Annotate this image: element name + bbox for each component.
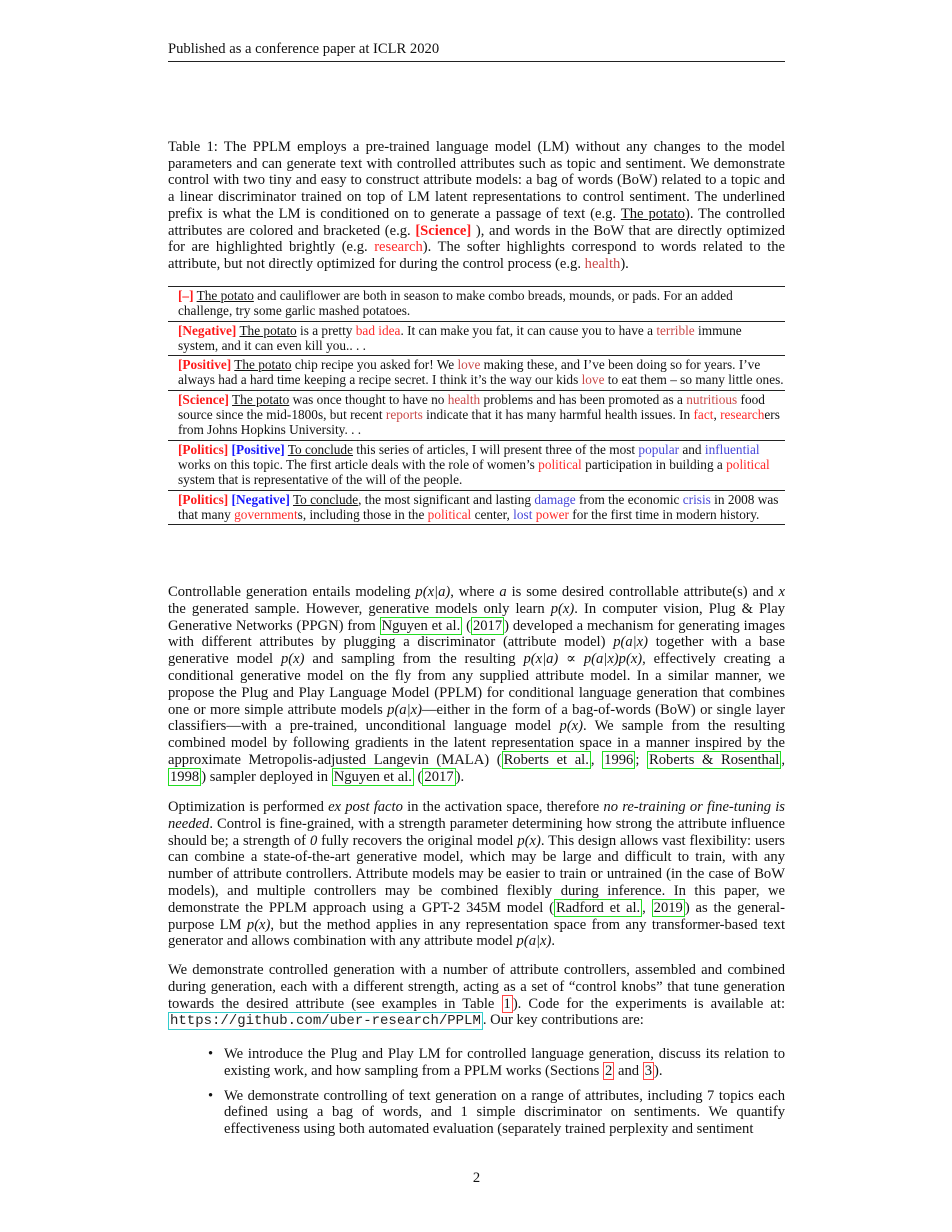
math: p(x|a) ∝ p(a|x)p(x): [523, 651, 643, 668]
text: We demonstrate controlling of text generation on a range of attributes, including 7 topics each defined using a bag of words, and 1 simple discriminator on sentiments. We quantify effectiveness using both automated evaluation (separately trained perplexity and sentiment: [224, 1087, 785, 1138]
paragraph-1: [168, 584, 785, 786]
row-text: center,: [471, 506, 514, 522]
attribute-tag: [Politics]: [178, 491, 229, 507]
row-text: making these, and I’ve been doing so for years. I’ve always had a hard time keeping a recipe secret. I think it’s the way our kids: [178, 357, 761, 388]
text: and: [614, 1062, 643, 1079]
row-text: s: [297, 506, 303, 522]
text: ,: [590, 751, 603, 768]
attribute-tag: [–]: [178, 288, 194, 303]
text: —either in the form of a bag-of-words (BoW) or single layer classifiers—with a pre-trained, unconditional language model: [168, 701, 785, 735]
row-text: was once thought to have no: [289, 391, 448, 407]
text: . This design allows vast flexibility: users can combine a state-of-the-art generative model, which may be large and difficult to train, with any number of attribute controllers. Attribute models may be easier to train or untrained (in the case of BoW models), and multiple controllers may be combined flexibly during inference. In this paper, we demonstrate the PPLM approach using a GPT-2 345M model (: [168, 832, 785, 916]
bow-word: bad idea: [355, 322, 401, 338]
row-text: for the first time in modern history.: [568, 506, 760, 522]
text: We demonstrate controlled generation with a number of attribute controllers, assembled and combined during generation, each with a different strength, acting as a set of “control knobs” that tune generation towards the desired attribute (see examples in Table: [168, 962, 785, 1012]
citation-link[interactable]: 2017: [424, 768, 454, 785]
caption-text: ). The controlled attributes are colored and bracketed (e.g.: [168, 205, 785, 239]
row-text: and cauliflower are both in season to make combo breads, mounds, or pads. For an added challenge, try some garlic mashed potatoes.: [178, 288, 733, 319]
citation-link[interactable]: Nguyen et al.: [333, 768, 412, 785]
related-word: terrible: [656, 322, 695, 338]
text: . We sample from the resulting combined model by following gradients in the latent representation space in a manner inspired by the approximate Metropolis-adjusted Langevin (MALA) (: [168, 718, 785, 768]
related-word: reports: [385, 407, 423, 423]
citation-link[interactable]: 1998: [170, 768, 200, 785]
text: ) developed a mechanism for generating images with different attributes by plugging a discriminator (attribute model): [168, 617, 785, 651]
caption-text: ). The softer highlights correspond to words related to the attribute, but not directly optimized for during the control process (e.g.: [168, 239, 785, 272]
bow-word: political: [538, 456, 582, 472]
text: ) sampler deployed in: [201, 768, 332, 785]
row-text: and: [679, 441, 705, 457]
table-row: [168, 286, 785, 321]
row-text: ,: [713, 407, 721, 423]
row-text: system that is representative of the will of the people.: [178, 472, 463, 488]
text: ).: [455, 768, 465, 785]
caption-text: ), and words in the BoW that are directly optimized for are highlighted brightly (e.g.: [168, 222, 786, 256]
math: p(a|x): [613, 634, 648, 651]
related-word: health: [447, 391, 481, 407]
math: p(x): [517, 832, 541, 849]
related-word: damage: [534, 491, 576, 507]
math: x: [778, 584, 785, 600]
text: fully recovers the original model: [317, 832, 518, 849]
text: Controllable generation entails modeling: [168, 584, 416, 600]
text: . In computer vision, Plug & Play Generative Networks (PPGN) from: [168, 600, 785, 634]
bow-word: government: [234, 506, 298, 522]
attribute-tag: [Politics]: [178, 441, 229, 457]
list-item: [208, 1088, 785, 1138]
attribute-tag: [Negative]: [178, 322, 237, 338]
text: . Control is fine-grained, with a strength parameter determining how strong the attribute influence should be; a strength of: [168, 815, 785, 849]
row-text: from the economic: [575, 491, 683, 507]
bow-word: research: [720, 407, 765, 423]
text: ,: [781, 751, 785, 768]
caption-example-prefix: The potato: [620, 205, 685, 222]
text: , effectively creating a conditional generative model on the fly from any supplied attribute model. In a similar manner, we propose the Plug and Play Language Model (PPLM) for conditional language generation that combines one or more simple attribute models: [168, 651, 785, 718]
related-word: nutritious: [686, 391, 738, 407]
text: .: [551, 933, 556, 950]
paragraph-2: [168, 799, 785, 950]
running-header: Published as a conference paper at ICLR 2020: [168, 41, 785, 62]
math: p(x): [246, 916, 271, 933]
related-word: crisis: [682, 491, 711, 507]
section-ref-link[interactable]: 2: [605, 1062, 613, 1079]
text: (: [462, 617, 471, 634]
emphasis: no re-training or fine-tuning is needed: [168, 799, 785, 832]
bow-word: political: [427, 506, 472, 522]
math: p(x): [550, 600, 575, 617]
text: together with a base generative model: [168, 634, 785, 668]
bullet-icon: •: [208, 1046, 214, 1062]
caption-example-bright: research: [374, 239, 423, 256]
bullet-icon: •: [208, 1087, 214, 1104]
table-row: [168, 440, 785, 490]
examples-table: [168, 286, 785, 525]
bow-word: fact: [693, 407, 714, 423]
attribute-tag: [Science]: [178, 391, 229, 407]
math: p(x): [559, 718, 584, 735]
caption-text: ).: [620, 255, 629, 272]
related-word: lost: [513, 506, 533, 522]
row-text: works on this topic. The first article deals with the role of women’s: [178, 456, 539, 472]
row-text: problems and has been promoted as a: [480, 391, 687, 407]
code-url-link[interactable]: https://github.com/uber-research/PPLM: [170, 1013, 481, 1030]
text: ) as the general-purpose LM: [168, 899, 785, 933]
citation-link[interactable]: Roberts et al.: [503, 751, 589, 768]
citation-link[interactable]: 2017: [472, 617, 503, 634]
text: ,: [642, 899, 652, 916]
caption-example-tag: [Science]: [415, 222, 472, 239]
text: . Our key contributions are:: [482, 1012, 644, 1029]
bow-word: power: [535, 506, 569, 522]
text: and sampling from the resulting: [304, 651, 524, 668]
list-item: [208, 1046, 785, 1080]
row-text: this series of articles, I will present three of the most: [352, 441, 639, 457]
row-text: , including those in the: [302, 506, 428, 522]
row-text: , the most significant and lasting: [358, 491, 535, 507]
related-word: popular: [638, 441, 680, 457]
text: Optimization is performed: [168, 799, 329, 815]
table-bottom-rule: [168, 524, 785, 525]
math: a: [499, 584, 507, 600]
table-row: [168, 355, 785, 390]
text: We introduce the Plug and Play LM for controlled language generation, discuss its relation to existing work, and how sampling from a PPLM works (Sections: [224, 1046, 785, 1079]
bow-word: political: [726, 456, 770, 472]
math: p(x|a): [415, 584, 451, 600]
row-text: chip recipe you asked for! We: [291, 357, 458, 373]
citation-link[interactable]: Radford et al.: [555, 899, 641, 916]
section-ref-link[interactable]: 3: [644, 1062, 652, 1079]
text: , where: [450, 584, 500, 600]
math: p(x): [280, 651, 305, 668]
row-text: participation in building a: [581, 456, 727, 472]
row-text: immune system, and it can even kill you.. . .: [178, 322, 742, 353]
prefix: The potato: [232, 391, 290, 407]
attribute-tag: [Positive]: [178, 357, 232, 373]
text: , but the method applies in any representation space from any transformer-based text generator and allows combination with any attribute model: [168, 916, 785, 950]
math: 0: [309, 832, 318, 849]
math: p(a|x): [516, 933, 552, 950]
caption-text: Table 1: The PPLM employs a pre-trained language model (LM) without any changes to the model parameters and can generate text with controlled attributes such as topic and sentiment. We demonstrate control with two tiny and easy to construct attribute models: a bag of words (BoW) related to a topic and a linear discriminator trained on top of LM latent representations to control sentiment. The underlined prefix is what the LM is conditioned on to generate a passage of text (e.g.: [168, 139, 785, 222]
row-text: . It can make you fat, it can cause you to have a: [400, 322, 657, 338]
row-text: food source since the mid-1800s, but recent: [178, 391, 765, 423]
paragraph-3: [168, 962, 785, 1030]
related-word: love: [581, 372, 605, 388]
table-caption: [168, 139, 785, 273]
row-text: to eat them – so many little ones.: [604, 372, 784, 388]
text: (: [413, 768, 423, 785]
prefix: The potato: [196, 288, 254, 303]
related-word: love: [457, 357, 481, 373]
attribute-tag: [Negative]: [231, 491, 290, 507]
text: is some desired controllable attribute(s) and: [506, 584, 779, 600]
table-row: [168, 390, 785, 440]
text: in the activation space, therefore: [402, 799, 604, 815]
row-text: in 2008 was that many: [178, 491, 779, 522]
prefix: To conclude: [287, 441, 353, 457]
contributions-list: [208, 1046, 785, 1146]
page-number: 2: [472, 1170, 481, 1186]
text: ). Code for the experiments is available at:: [512, 995, 785, 1012]
caption-example-soft: health: [584, 255, 621, 272]
text: ;: [635, 751, 648, 768]
attribute-tag: [Positive]: [231, 441, 285, 457]
related-word: influential: [704, 441, 760, 457]
emphasis: ex post facto: [328, 799, 403, 815]
row-text: is a pretty: [296, 322, 356, 338]
prefix: The potato: [234, 357, 292, 373]
math: p(a|x): [387, 701, 422, 718]
prefix: To conclude: [292, 491, 359, 507]
table-row: [168, 490, 785, 525]
table-ref-link[interactable]: 1: [503, 995, 511, 1012]
table-row: [168, 321, 785, 356]
citation-link[interactable]: Nguyen et al.: [381, 617, 461, 634]
text: the generated sample. However, generative models only learn: [168, 600, 551, 617]
citation-link[interactable]: 1996: [604, 751, 634, 768]
prefix: The potato: [239, 322, 297, 338]
citation-link[interactable]: Roberts & Rosenthal: [649, 751, 780, 768]
row-text: ers from Johns Hopkins University. . .: [178, 407, 780, 438]
text: ).: [653, 1062, 663, 1079]
citation-link[interactable]: 2019: [653, 899, 683, 916]
row-text: indicate that it has many harmful health issues. In: [422, 407, 694, 423]
